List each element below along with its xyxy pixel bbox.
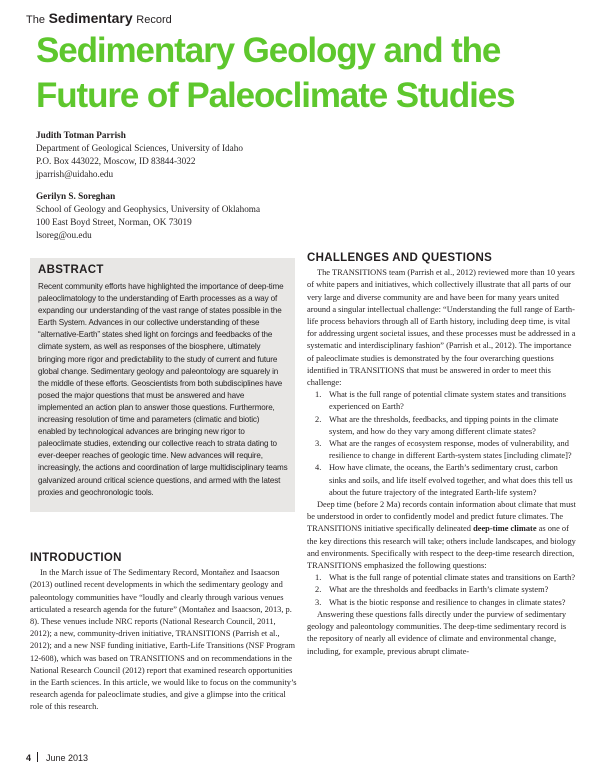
journal-record: Record <box>136 14 172 26</box>
journal-the: The <box>26 14 45 26</box>
author-address: P.O. Box 443022, Moscow, ID 83844-3022 <box>36 156 196 166</box>
list-item: 3. What are the ranges of ecosystem response, modes of vulnerability, and resilience to change in different Earth-system states [including climate]? <box>315 439 572 461</box>
page-number: 4 <box>26 753 32 763</box>
list-item: 1. What is the full range of potential climate system states and transitions experienced on Earth? <box>315 390 566 412</box>
challenges-section <box>307 252 577 658</box>
author-email[interactable]: lsoreg@ou.edu <box>36 230 92 240</box>
title-line-2: Future of Paleoclimate Studies <box>36 76 515 115</box>
footer-divider <box>37 752 38 762</box>
deep-time-questions-list <box>307 572 577 609</box>
author-email[interactable]: jparrish@uidaho.edu <box>36 169 114 179</box>
list-item: 3. What is the biotic response and resilience to changes in climate states? <box>315 597 566 607</box>
journal-masthead <box>26 10 172 26</box>
introduction-heading: INTRODUCTION <box>30 552 122 564</box>
title-line-1: Sedimentary Geology and the <box>36 31 501 70</box>
transitions-questions-list <box>307 389 577 499</box>
challenges-paragraph-3: Answering these questions falls directly under the purview of sedimentary geology and paleontology communities. The deep-time sedimentary record is the repository of nearly all evidence of climate and environmental change, including, for example, previous abrupt climate- <box>307 609 567 656</box>
list-item: 2. What are the thresholds and feedbacks in Earth’s climate system? <box>315 585 549 595</box>
author-department: Department of Geological Sciences, University of Idaho <box>36 143 243 153</box>
author-name: Gerilyn S. Soreghan <box>36 191 116 201</box>
list-item: 2. What are the thresholds, feedbacks, and tipping points in the climate system, and how do they vary among different climate states? <box>315 414 559 436</box>
abstract-heading: ABSTRACT <box>38 264 104 276</box>
challenges-heading: CHALLENGES AND QUESTIONS <box>307 252 493 264</box>
page-footer <box>26 752 88 763</box>
author-block-2 <box>36 190 366 242</box>
issue-date: June 2013 <box>46 753 89 763</box>
abstract-box <box>30 258 295 512</box>
list-item: 4. How have climate, the oceans, the Earth’s sedimentary crust, carbon sinks and soils, and life itself evolved together, and what does this tell us about the future trajectory of the integrated Earth-life system? <box>315 463 573 497</box>
introduction-section <box>30 552 298 714</box>
author-name: Judith Totman Parrish <box>36 130 126 140</box>
introduction-paragraph: In the March issue of The Sedimentary Record, Montañez and Isaacson (2013) outlined recent developments in which the sedimentary geology and paleontology communities have “loudly and clearly through various venues articulated a research agenda for the future” (Montañez and Isaacson, 2013, p. 8). These venues include NRC reports (National Research Council, 2011, 2012); a new, community-driven initiative, TRANSITIONS (Parrish et al., 2012); and a new NSF funding initiative, Earth-Life Transitions (NSF Program 12-608), which was based on TRANSITIONS and on recommendations in the National Research Council (2012) report that examined research opportunities in the Earth sciences. In this article, we would like to focus on the community’s research agenda for paleoclimate studies, and give a glimpse into the critical role of this research. <box>30 568 297 712</box>
author-block-1 <box>36 129 366 181</box>
challenges-paragraph-1: The TRANSITIONS team (Parrish et al., 2012) reviewed more than 10 years of white papers and initiatives, which collectively illustrate that all parts of our very large and diverse community are and have been for many years united around a singular intellectual challenge: “Understanding the full range of Earth-life process behaviors through all of Earth history, including deep time, is vital for addressing urgent societal issues, and these processes must be addressed in a systematic and interdisciplinary fashion” (Parrish et al., 2012). The importance of paleoclimate studies is demonstrated by the four overarching questions identified in TRANSITIONS that must be answered in order to meet this challenge: <box>307 268 576 388</box>
challenges-paragraph-2: Deep time (before 2 Ma) records contain information about climate that must be understood in order to confidently model and predict future climates. The TRANSITIONS initiative specifically delineated deep-time climate as one of the key directions this research will take; others include landscapes, and biology and environments. Specifically with respect to the deep-time research direction, TRANSITIONS emphasized the following questions: <box>307 500 576 571</box>
article-title <box>36 28 596 118</box>
list-item: 1. What is the full range of potential climate states and transitions on Earth? <box>315 573 576 583</box>
author-address: 100 East Boyd Street, Norman, OK 73019 <box>36 217 192 227</box>
author-department: School of Geology and Geophysics, University of Oklahoma <box>36 204 261 214</box>
abstract-text: Recent community efforts have highlighted the importance of deep-time paleoclimatology to the understanding of Earth processes as a way of expanding our understanding of the vast range of states possible in the Earth System. Advances in our collective understanding of these “alternative-Earth” states shed light on forcings and feedbacks of the climate system, as well as responses of the biosphere, ultimately bringing more rigor and predictability to the study of current and future global change. Sedimentary geology and paleontology are squarely in the middle of these efforts. Geoscientists from both subdisciplines have posed the major questions that must be answered and have implemented an action plan to answer those questions. Furthermore, increasing resolution of time and parameters (climatic and biotic) enabled by technological advances are bringing new rigor to paleoclimate studies, extending our collective reach to strata dating to ever-deeper reaches of geologic time. New advances will require, increasingly, the actions and coordination of large multidisciplinary teams galvanized around critical science questions, and armed with the latest proxies and geochronologic tools. <box>38 282 288 497</box>
journal-name: Sedimentary <box>48 10 133 26</box>
